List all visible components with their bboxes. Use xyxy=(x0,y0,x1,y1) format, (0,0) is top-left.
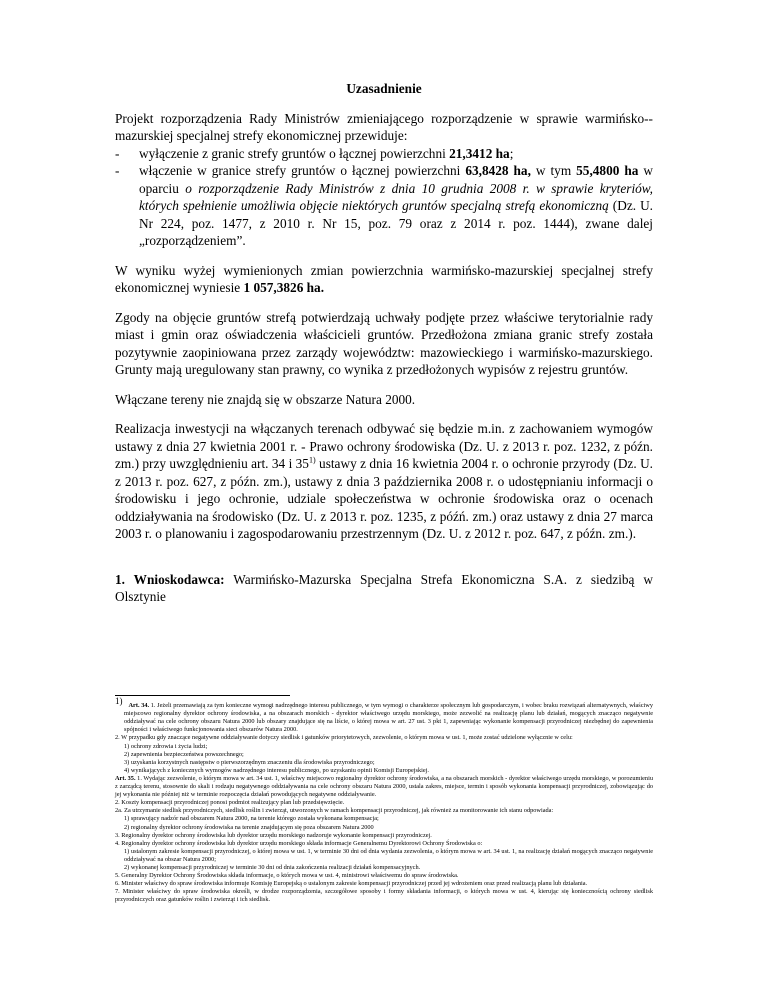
footnote-line: 4) wynikających z koniecznych wymogów nadrzędnego interesu publicznego, po uzyskaniu opinii Komisji Europejskiej. xyxy=(124,766,429,774)
regulation-citation: o rozporządzenie Rady Ministrów z dnia 10 grudnia 2008 r. w sprawie kryteriów, których spełnienie umożliwia objęcie niektórych gruntów specjalną strefą ekonomiczną xyxy=(139,180,654,213)
bullet-inclusion xyxy=(115,162,653,250)
result-text: W wyniku wyżej wymienionych zmian powierzchnia warmińsko-mazurskiej specjalnej strefy ekonomicznej wyniesie xyxy=(115,262,653,295)
footnote-line: 1) ustalonym zakresie kompensacji przyrodniczej, o której mowa w ust. 1, w terminie 30 dni od dnia wydania zezwolenia, o którym mowa w art. 34 ust. 1, na realizację działań mogących znacząco negatywnie oddziaływać na obszar Natura 2000; xyxy=(124,847,653,863)
bullet-text-part: w tym xyxy=(530,163,577,178)
footnote-line: 2) zapewnienia bezpieczeństwa powszechnego; xyxy=(124,750,244,758)
footnote-separator xyxy=(115,695,290,696)
applicant-line xyxy=(115,571,653,606)
intro-paragraph: Projekt rozporządzenia Rady Ministrów zmieniającego rozporządzenie w sprawie warmińsko--mazurskiej specjalnej strefy ekonomicznej przewiduje: xyxy=(115,110,653,143)
applicant-label: 1. Wnioskodawca: xyxy=(115,571,225,587)
footnote-line: 2. W przypadku gdy znaczące negatywne oddziaływanie dotyczy siedlisk i gatunków priorytetowych, zezwolenie, o którym mowa w ust. 1, może zostać udzielone wyłącznie w celu: xyxy=(115,734,573,742)
footnote-line: 4. Regionalny dyrektor ochrony środowiska lub dyrektor urzędu morskiego składa informacje Generalnemu Dyrektorowi Ochrony Środowiska o: xyxy=(115,839,483,847)
bullet-text-part: ; xyxy=(509,145,514,161)
footnote-reference[interactable]: 1) xyxy=(308,455,316,465)
bullet-text-part: w oparciu xyxy=(139,163,653,196)
investment-text: Realizacja inwestycji na włączanych terenach odbywać się będzie m.in. z zachowaniem wymogów ustawy z dnia 27 kwietnia 2001 r. - Prawo ochrony środowiska (Dz. U. z 2013 r. poz. 1232, z późn. zm.) przy uwzględnieniu art. 34 i 35 xyxy=(115,421,653,471)
footnote-line: 3. Regionalny dyrektor ochrony środowiska lub dyrektor urzędu morskiego nadzoruje wykonanie kompensacji przyrodniczej. xyxy=(115,831,432,839)
investment-text: ustawy z dnia 16 kwietnia 2004 r. o ochronie przyrody (Dz. U. z 2013 r. poz. 627, z późn. zm.), ustawy z dnia 3 października 2008 r. o udostępnianiu informacji o środowisku i jego ochronie, udziale społeczeństwa w ochronie środowiska oraz o ocenach oddziaływania na środowisko (Dz. U. z 2013 r. poz. 1235, z późń. zm.) oraz ustawy z dnia 27 marca 2003 r. o planowaniu i zagospodarowaniu przestrzennym (Dz. U. z 2012 r. poz. 647, z późn. zm.). xyxy=(115,456,653,541)
footnote-line: 7. Minister właściwy do spraw środowiska określi, w drodze rozporządzenia, szczegółowe sposoby i formy składania informacji, o których mowa w ust. 4, kierując się koniecznością ochrony siedlisk przyrodniczych oraz gatunków roślin i zwierząt i ich siedlisk. xyxy=(115,888,653,904)
bullet-text-part: włączenie w granice strefy gruntów o łącznej powierzchni xyxy=(139,163,466,178)
footnote-line: 6. Minister właściwy do spraw środowiska informuje Komisję Europejską o ustalonym zakresie kompensacji przyrodniczej przed jej wdrożeniem oraz przed realizacją planu lub działania. xyxy=(115,880,588,888)
document-title: Uzasadnienie xyxy=(346,81,422,96)
footnote-line: 1) ochrony zdrowia i życia ludzi; xyxy=(124,742,208,750)
bullet-exclusion xyxy=(115,145,653,163)
footnote-line: 2) regionalny dyrektor ochrony środowiska na terenie znajdującym się poza obszarem Natura 2000 xyxy=(124,823,374,831)
footnote-line: 2a. Za utrzymanie siedlisk przyrodniczych, siedlisk roślin i zwierząt, utworzonych w ramach kompensacji przyrodniczej, jak również za monitorowanie ich stanu odpowiada: xyxy=(115,807,554,815)
footnote-text: 1. Jeżeli przemawiają za tym konieczne wymogi nadrzędnego interesu publicznego, w tym wymogi o charakterze społecznym lub gospodarczym, i wobec braku rozwiązań alternatywnych, właściwy miejscowo regionalny dyrektor ochrony środowiska, a na obszarach morskich - dyrektor właściwego urzędu morskiego, może zezwolić na realizację planu lub działań, mogących znacząco negatywnie oddziaływać na cele ochrony obszaru Natura 2000 lub obszary znajdujące się na liście, o której mowa w art. 27 ust. 3 pkt 1, zapewniając wykonanie kompensacji przyrodniczej niezbędnej do zapewnienia spójności i właściwego funkcjonowania sieci obszarów Natura 2000. xyxy=(124,702,653,734)
document-body xyxy=(115,80,653,606)
bullet-dash: - xyxy=(115,145,120,161)
footnote-line: 2. Koszty kompensacji przyrodniczej ponosi podmiot realizujący plan lub przedsięwzięcie. xyxy=(115,799,345,807)
consent-paragraph: Zgody na objęcie gruntów strefą potwierdzają uchwały podjęte przez właściwe terytorialnie rady miast i gmin oraz oświadczenia właścicieli gruntów. Przedłożona zmiana granic strefy została pozytywnie zaopiniowana przez zarządy województw: mazowieckiego i warmińsko-mazurskiego. Grunty mają uregulowany stan prawny, co wynika z przedłożonych wypisów z rejestru gruntów. xyxy=(115,309,653,377)
footnote-line: 2) wykonanej kompensacji przyrodniczej w terminie 30 dni od dnia zakończenia realizacji działań kompensacyjnych. xyxy=(124,863,421,871)
bullet-text xyxy=(139,145,653,163)
investment-paragraph xyxy=(115,420,653,543)
applicant-name: Warmińsko-Mazurska Specjalna Strefa Ekonomiczna S.A. z siedzibą w Olsztynie xyxy=(115,571,653,604)
bullet-text-part: wyłączenie z granic strefy gruntów o łącznej powierzchni xyxy=(139,145,450,161)
footnote-line: 1) sprawujący nadzór nad obszarem Natura 2000, na terenie którego została wykonana kompensacja; xyxy=(124,815,379,823)
bullet-area-value: 63,8428 ha, xyxy=(465,163,531,178)
footnote-line xyxy=(115,696,653,734)
bullet-dash: - xyxy=(115,163,120,178)
footnote-line xyxy=(115,775,653,799)
bullet-area-value: 21,3412 ha xyxy=(449,145,510,161)
result-paragraph xyxy=(115,262,653,297)
article-label: Art. 35. xyxy=(115,774,136,782)
bullet-text-part: (Dz. U. Nr 224, poz. 1477, z 2010 r. Nr 15, poz. 79 oraz z 2014 r. poz. 1444), zwane dalej „rozporządzeniem”. xyxy=(139,198,654,248)
footnote xyxy=(115,696,653,904)
footnote-mark: 1) xyxy=(115,696,123,706)
bullet-text xyxy=(139,162,653,250)
footnote-line: 3) uzyskania korzystnych następstw o pierwszorzędnym znaczeniu dla środowiska przyrodniczego; xyxy=(124,758,375,766)
total-area-value: 1 057,3826 ha. xyxy=(243,280,325,295)
footnote-line: 5. Generalny Dyrektor Ochrony Środowiska składa informacje, o których mowa w ust. 4, ministrowi właściwemu do spraw środowiska. xyxy=(115,872,459,880)
footnote-text: 1. Wydając zezwolenie, o którym mowa w art. 34 ust. 1, właściwy miejscowo regionalny dyrektor ochrony środowiska, a na obszarach morskich - dyrektor właściwego urzędu morskiego, w porozumieniu z zarządcą terenu, stosownie do skali i rodzaju negatywnego oddziaływania na cele ochrony obszaru Natura 2000, ustala zakres, miejsce, termin i sposób wykonania kompensacji przyrodniczej, zobowiązując do jej wykonania nie później niż w terminie rozpoczęcia działań powodujących negatywne oddziaływanie. xyxy=(115,774,653,799)
natura-paragraph: Włączane tereny nie znajdą się w obszarze Natura 2000. xyxy=(115,391,416,407)
article-label: Art. 34. xyxy=(128,702,150,710)
bullet-area-value: 55,4800 ha xyxy=(576,163,639,178)
